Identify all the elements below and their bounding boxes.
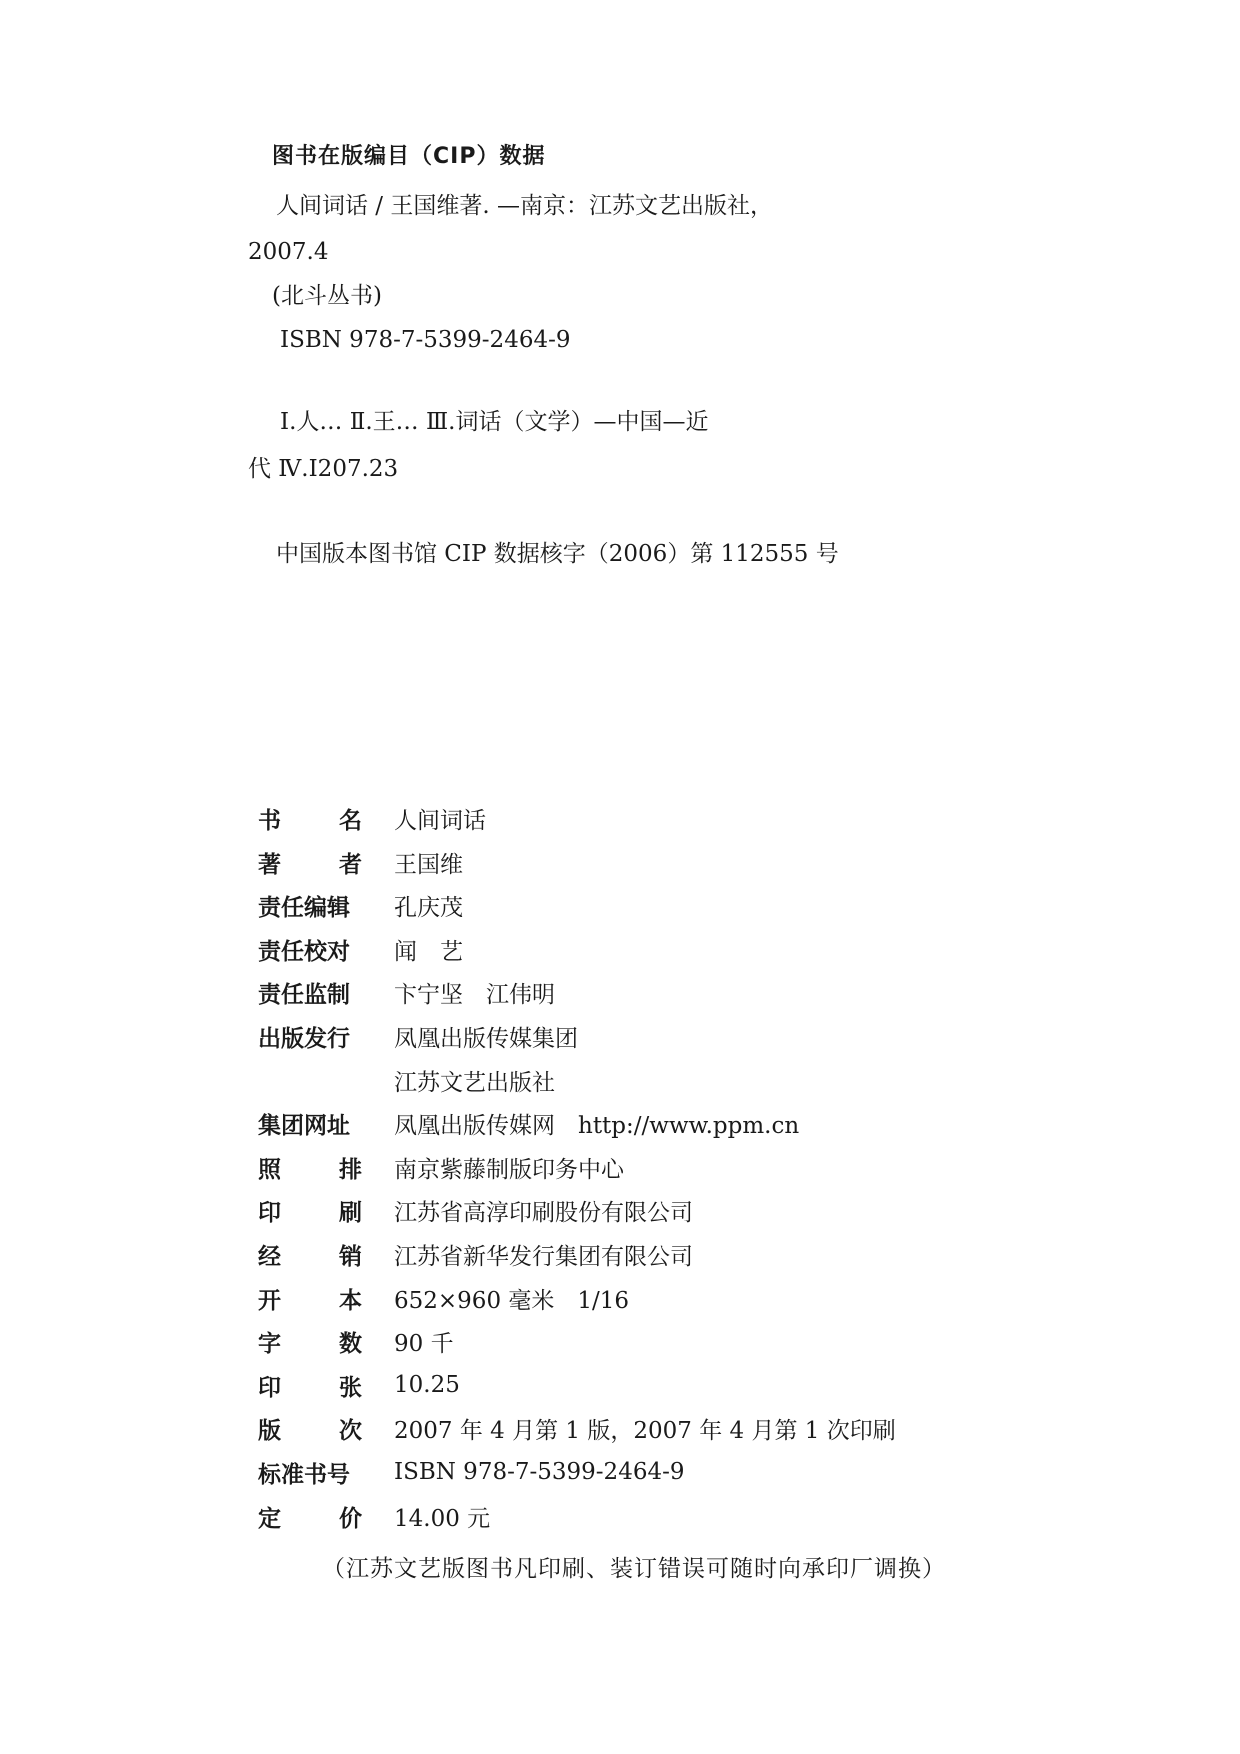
colophon-value: 凤凰出版传媒网 http://www.ppm.cn (394, 1112, 800, 1139)
colophon-row (258, 1237, 693, 1271)
colophon-label (258, 802, 362, 835)
colophon-row (258, 1106, 799, 1140)
colophon-value: 人间词话 (394, 807, 486, 834)
colophon-label (258, 1151, 362, 1184)
colophon-label-text: 版 (258, 1417, 281, 1444)
cip-title-line: 人间词话 / 王国维著. —南京：江苏文艺出版社， (276, 193, 773, 219)
colophon-label (258, 889, 362, 922)
colophon-label-text: 次 (339, 1417, 362, 1444)
colophon-row (258, 975, 555, 1009)
colophon-value: 江苏省高淳印刷股份有限公司 (394, 1199, 693, 1226)
colophon-label-text: 名 (339, 807, 362, 834)
colophon-row (258, 1455, 685, 1489)
colophon-value: 卞宁坚 江伟明 (394, 981, 555, 1008)
colophon-label-text: 标准书号 (258, 1461, 350, 1488)
colophon-label (258, 1282, 362, 1315)
colophon-value: 10.25 (394, 1372, 460, 1398)
colophon-value: 凤凰出版传媒集团 (394, 1025, 578, 1052)
cip-series-line: (北斗丛书) (272, 283, 382, 309)
colophon-value: 南京紫藤制版印务中心 (394, 1156, 624, 1183)
colophon-label-text: 印 (258, 1199, 281, 1226)
colophon-label (258, 1369, 362, 1402)
colophon-label-text: 经 (258, 1243, 281, 1270)
colophon-label-text: 本 (339, 1287, 362, 1314)
colophon-value: 90 千 (394, 1330, 454, 1357)
colophon-label-text: 定 (258, 1505, 281, 1532)
colophon-label-text: 责任编辑 (258, 894, 350, 921)
colophon-label-text: 著 (258, 851, 281, 878)
colophon-label-text: 价 (339, 1505, 362, 1532)
colophon-value: 王国维 (394, 851, 463, 878)
colophon-row (258, 1499, 490, 1533)
colophon-value: 2007 年 4 月第 1 版，2007 年 4 月第 1 次印刷 (394, 1417, 896, 1444)
colophon-label-text: 刷 (339, 1199, 362, 1226)
colophon-label-text: 书 (258, 807, 281, 834)
colophon-value: ISBN 978-7-5399-2464-9 (394, 1459, 685, 1485)
colophon-label-text: 集团网址 (258, 1112, 350, 1139)
cip-heading: 图书在版编目（CIP）数据 (272, 144, 546, 169)
colophon-row (258, 1063, 555, 1097)
colophon-value: 江苏文艺出版社 (394, 1069, 555, 1096)
colophon-row (258, 1324, 454, 1358)
colophon-value: 闻 艺 (394, 938, 463, 965)
colophon-label-text: 印 (258, 1374, 281, 1401)
colophon-label (258, 933, 362, 966)
colophon-label-text: 出版发行 (258, 1025, 350, 1052)
colophon-label (258, 1412, 362, 1445)
cip-record-line: 中国版本图书馆 CIP 数据核字（2006）第 112555 号 (276, 541, 839, 567)
colophon-label (258, 1194, 362, 1227)
cip-isbn-line: ISBN 978-7-5399-2464-9 (280, 327, 571, 353)
colophon-value: 孔庆茂 (394, 894, 463, 921)
colophon-label-text: 责任监制 (258, 981, 350, 1008)
colophon-label-text: 照 (258, 1156, 281, 1183)
colophon-label-text: 销 (339, 1243, 362, 1270)
colophon-row (258, 1150, 624, 1184)
colophon-label (258, 1456, 362, 1489)
colophon-label (258, 1020, 362, 1053)
colophon-value: 652×960 毫米 1/16 (394, 1287, 630, 1314)
colophon-row (258, 845, 463, 879)
cip-date-line: 2007.4 (248, 239, 329, 265)
replacement-note: （江苏文艺版图书凡印刷、装订错误可随时向承印厂调换） (322, 1556, 946, 1582)
colophon-row (258, 932, 463, 966)
colophon-label-text: 字 (258, 1330, 281, 1357)
colophon-label-text: 开 (258, 1287, 281, 1314)
colophon-label (258, 1325, 362, 1358)
colophon-row (258, 1281, 629, 1315)
colophon-row (258, 801, 486, 835)
colophon-value: 14.00 元 (394, 1505, 491, 1532)
cip-subjects-line-1: Ⅰ.人… Ⅱ.王… Ⅲ.词话（文学）—中国—近 (280, 409, 709, 435)
colophon-label (258, 1107, 362, 1140)
colophon-label (258, 976, 362, 1009)
colophon-label-text: 数 (339, 1330, 362, 1357)
colophon-label (258, 1500, 362, 1533)
colophon-row (258, 1368, 460, 1402)
colophon-row (258, 1193, 693, 1227)
colophon-row (258, 1019, 578, 1053)
colophon-label-text: 责任校对 (258, 938, 350, 965)
colophon-label-text: 张 (339, 1374, 362, 1401)
colophon-row (258, 1411, 896, 1445)
colophon-label (258, 1238, 362, 1271)
colophon-value: 江苏省新华发行集团有限公司 (394, 1243, 693, 1270)
colophon-label-text: 者 (339, 851, 362, 878)
colophon-row (258, 888, 463, 922)
cip-subjects-line-2: 代 Ⅳ.I207.23 (248, 456, 399, 482)
colophon-label (258, 846, 362, 879)
colophon-label-text: 排 (339, 1156, 362, 1183)
